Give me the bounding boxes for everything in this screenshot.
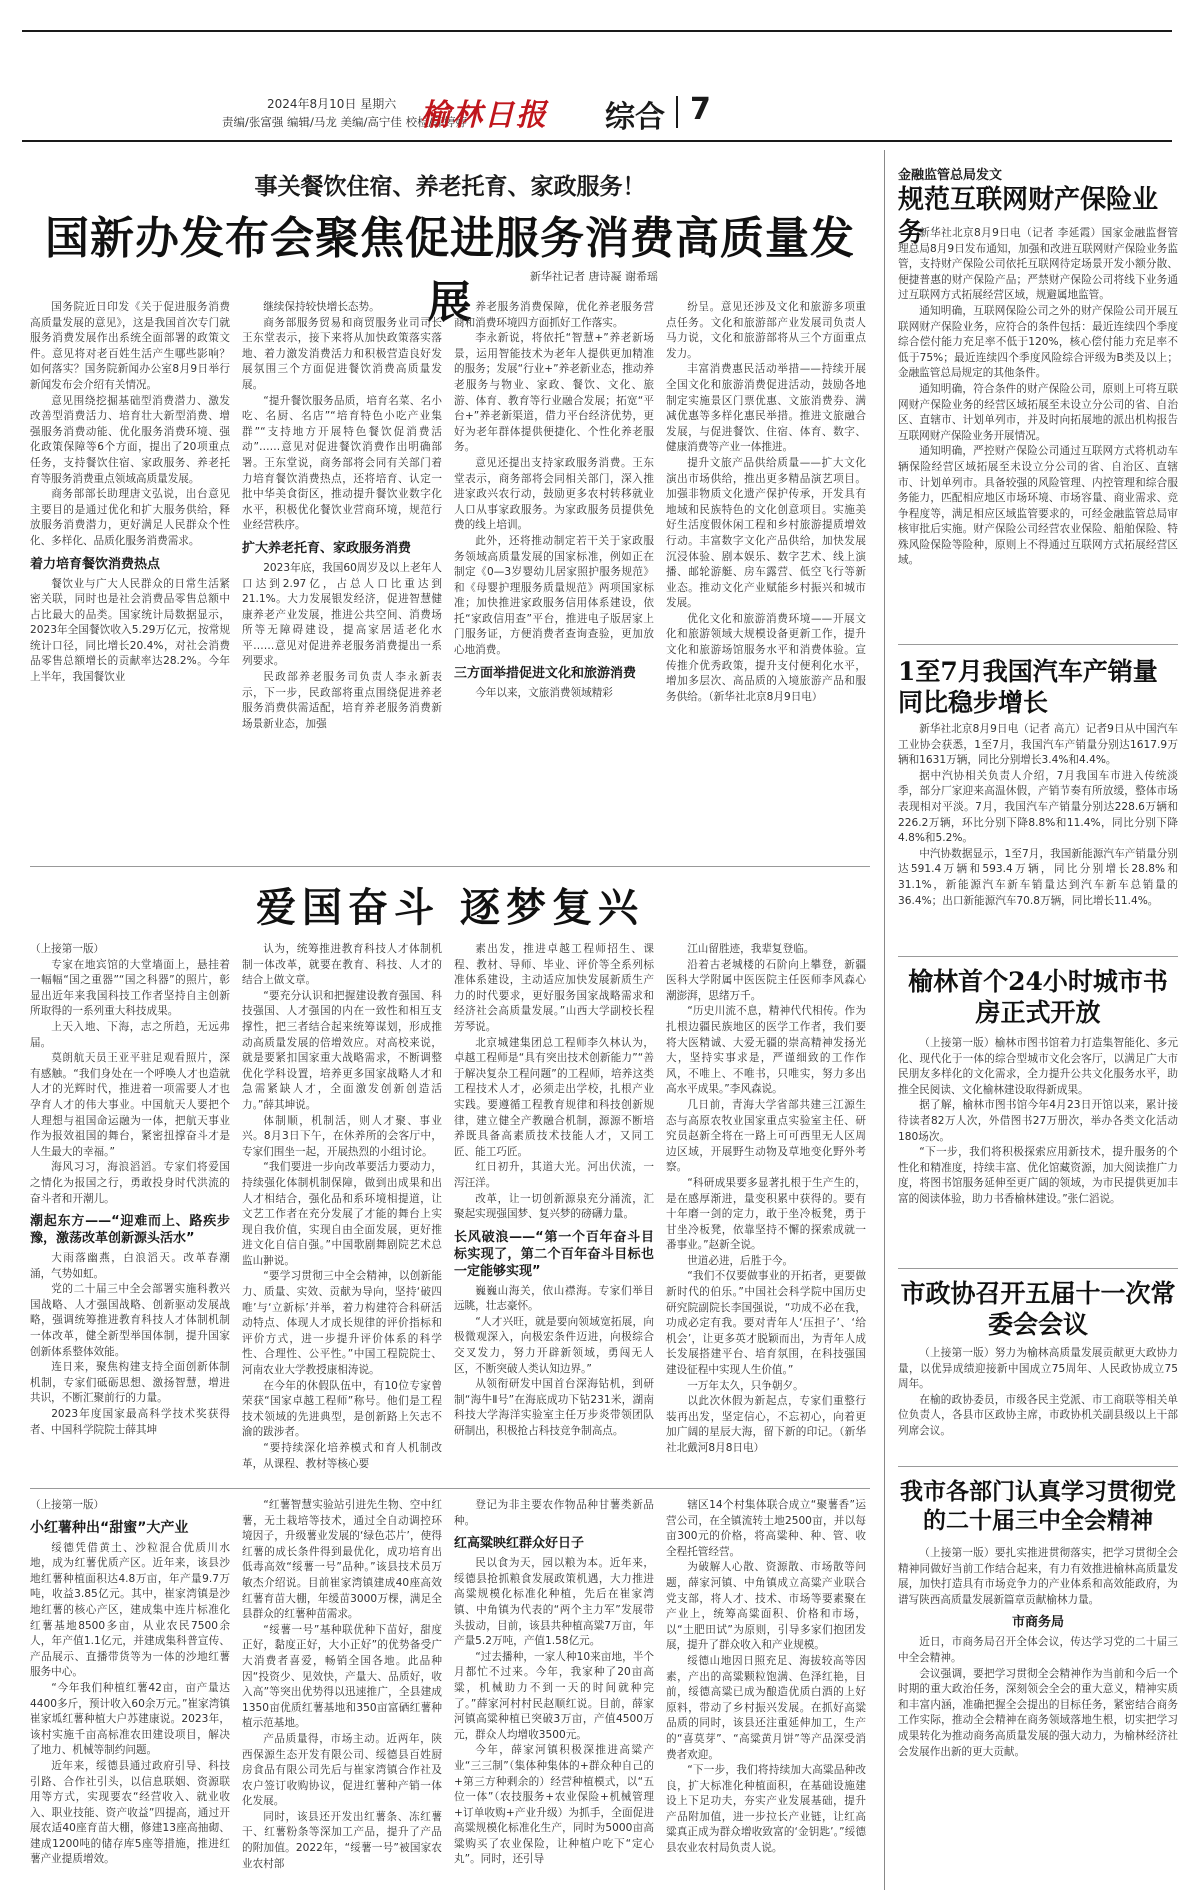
lead-headline: 国新办发布会聚焦促进服务消费高质量发展 xyxy=(45,213,855,328)
masthead-logo: 榆林日报 xyxy=(420,98,548,133)
plenum-body: （上接第一版）要扎实推进贯彻落实，把学习贯彻全会精神同做好当前工作结合起来，有力有效推进榆林高质量发展，加快打造具有市场竞争力的产业体系和高效能政府，为谱写陕西高质量发展新篇章贡献榆林力量。 市商务局 近日，市商务局召开全体会议，传达学习党的二十届三中全会精神。 会议强调，要把学习贯彻全会精神作为当前和今后一个时期的重大政治任务，深刻领会全会的重大意义，精神实质和丰富内涵，准确把握全会提出的目标任务，紧密结合商务工作实际，推动全会精神在商务领域落地生根，切实把学习成果转化为推动商务高质量发展的强大动力，为榆林经济社会发展作出新的更大贡献。 xyxy=(898,1547,1178,1758)
lead-col-2: 继续保持较快增长态势。 商务部服务贸易和商贸服务业司司长王东堂表示，接下来将从加快政策落实落地、着力激发消费活力和积极营造良好发展氛围三个方面促进餐饮消费高质量发展。 “提升餐饮服务品质，培育名菜、名小吃、名厨、名店”“培育特色小吃产业集群”“支持地方开展特色餐饮促消费活动”……意见对促进餐饮消费作出明确部署。王东堂说，商务部将会同有关部门着力培育餐饮消费热点，还将培育、认定一批中华美食街区，推动提升餐饮业数字化水平，积极优化餐饮业营商环境，规范行业经营秩序。 扩大养老托育、家政服务消费 2023年底，我国60周岁及以上老年人口达到2.97亿，占总人口比重达到21.1%。大力发展银发经济，促进智慧健康养老产业发展，推进公共空间、消费场所等无障碍建设，提高家居适老化水平……意见对促进养老服务消费提出一系列要求。 民政部养老服务司负责人李永新表示，下一步，民政部将重点围绕促进养老服务消费供需适配，培育养老服务消费新场景新业态，加强 xyxy=(242,301,442,730)
middle-subhead-1: 潮起东方——“迎难而上、路疾步豫，激荡改革创新源头活水” xyxy=(30,1214,230,1247)
bottom-col-1: （上接第一版） 小红薯种出“甜蜜”大产业 绥德凭借黄土、沙粒混合优质川水地，成为红薯优质产区。近年来，该县沙地红薯种植面积达4.8万亩，年产量9.7万吨，收益3.85亿元。其中，崔家湾镇是沙地红薯的核心产区，建成集中连片标准化红薯基地8500多亩，从业农民7500余人，年产值1.1亿元，并建成集科普宣传、产品展示、直播带货等为一体的沙地红薯服务中心。 “今年我们种植红薯42亩，亩产量达4400多斤，预计收入60余万元。”崔家湾镇崔家坬红薯种植大户苏建康说。2023年，该村实施千亩高标准农田建设项目，解决了地力、机械等制约问题。 近年来，绥德县通过政府引导、科技引路、合作社引头，以信息联姻、资源联用等方式，实现要农“经营收入、就业收入、职业技能、资产收益”四提高，通过开展农适40座育苗大棚，修建13座高抽砌、建成1200吨的储存库5座等措施，推进红薯产业提质增效。 xyxy=(30,1499,230,1866)
lead-col-1-text: 国务院近日印发《关于促进服务消费高质量发展的意见》，这是我国首次专门就服务消费发展作出系统全面部署的政策文件。意见将对老百姓生活产生哪些影响？如何落实？国务院新闻办公室8月9日举行新闻发布会介绍有关情况。 意见围绕挖掘基础型消费潜力、激发改善型消费活力、培育壮大新型消费、增强服务消费动能、优化服务消费环境、强化政策保障等6个方面，提出了20项重点任务，支持餐饮住宿、家政服务、养老托育等服务消费重点领域高质量发展。 商务部部长助理唐文弘说，出台意见主要目的是通过优化和扩大服务供给，释放服务消费潜力，更好满足人民群众个性化、多样化、品质化服务消费需求。 xyxy=(30,301,230,547)
bottom-headline: 小红薯种出“甜蜜”大产业 xyxy=(30,1519,189,1536)
auto-body: 新华社北京8月9日电（记者 高亢）记者9日从中国汽车工业协会获悉，1至7月，我国汽车产销量分别达1617.9万辆和1631万辆，同比分别增长3.4%和4.4%。 据中汽协相关负责人介绍，7月我国车市进入传统淡季，部分厂家迎来高温休假，产销节奏有所放缓，整体市场表现相对平淡。7月，我国汽车产销量分别达228.6万辆和226.2万辆，环比分别下降8.8%和11.4%，同比分别下降4.8%和5.2%。 中汽协数据显示，1至7月，我国新能源汽车产销量分别达591.4万辆和593.4万辆，同比分别增长28.8%和31.1%，新能源汽车新车销量达到汽车新车总销量的36.4%；出口新能源汽车70.8万辆，同比增长11.4%。 xyxy=(898,723,1178,907)
bottom-col-2: “红薯智慧实验站引进先生物、空中红薯，无土栽培等技术，通过全自动调控环境因子，升级薯业发展的‘绿色芯片’，使得红薯的成长条件得到最优化，成功培育出低毒高效“绥薯一号”品种。”该县技术员万敏杰介绍说。目前崔家湾镇建成40座高效红薯育苗大棚，年缓苗3000万棵，满足全县群众的红薯种苗需求。 “绥薯一号”基种联优种下苗好，甜度正好，黏度正好，大小正好”的优势备受广大消费者喜爱，畅销全国各地。此品种因“投资少、见效快，产量大、品质好，收入高”等突出优势得以迅速推广，全县建成1350亩优质红薯基地和350亩富硒红薯种植示范基地。 产品质量得，市场主动。近两年，陕西保源生态开发有限公司、绥德县百姓厨房食品有限公司先后与崔家湾镇合作社及农户签订收购协议，促进红薯种产销一体化发展。 同时，该县还开发出红薯条、冻红薯干、红薯粉条等深加工产品，提升了产品的附加值。2022年，“绥薯一号”被国家农业农村部 xyxy=(242,1499,442,1870)
bottom-col-4: 辖区14个村集体联合成立“聚薯香”运营公司，在全镇流转土地2500亩，并以每亩300元的价格，将高粱种、种、管、收全程托管经营。 为破解人心散、资源散、市场散等问题，薛家河镇、中角镇成立高粱产业联合党支部，将人才、技术、市场等要素聚在产业上，统筹高粱面积、价格和市场，以“土肥田试”为原则，引导多家们抱团发展，提升了群众收入和产业规模。 绥德山地因日照充足、海拔较高等因素，产出的高粱颗粒饱满、色泽红艳，目前，绥德高粱已成为酿造优质白酒的上好原料，带动了乡村振兴发展。在抓好高粱品质的同时，该县还注重延伸加工，生产的“喜莫芽”、“高粱黄月饼”等产品深受消费者欢迎。 “下一步，我们将持续加大高粱品种改良，扩大标准化种植面积，在基础设施建设上下足功夫，夯实产业发展基础，提升产品附加值，进一步拉长产业链，让红高粱真正成为群众增收致富的‘金钥匙’。”绥德县农业农村局负责人说。 xyxy=(666,1499,866,1855)
library-headline: 榆林首个24小时城市书房正式开放 xyxy=(908,967,1168,1028)
cppcc-rule xyxy=(898,1466,1178,1467)
sidebar-divider xyxy=(884,150,885,1890)
bottom-top-rule xyxy=(30,1488,870,1489)
top-rule xyxy=(22,30,1172,32)
insurance-kicker: 金融监管总局发文 xyxy=(898,168,1003,183)
bottom-subhead: 红高粱映红群众好日子 xyxy=(454,1536,585,1552)
bottom-col-3: 登记为非主要农作物品种甘薯类新品种。 红高粱映红群众好日子 民以食为天，园以粮为本。近年来，绥德县抢抓粮食发展政策机遇，大力推进高粱规模化标准化种植，先后在崔家湾镇、中角镇为代表的“两个主力军”发展带头拔动，目前，该县共种植高粱7万亩，年产量5.2万吨，产值1.58亿元。 “过去播种，一家人种10来亩地，半个月都忙不过来。今年，我家种了20亩高粱，机械助力不到一天的时间就种完了。”薛家河村村民赵顺红说。目前，薛家河镇高粱种植已突破3万亩，产值4500万元，群众人均增收3500元。 今年，薛家河镇积极深推进高粱产业“三三制”（集体种集体的+群众种自己的+第三方种剩余的）经营种植模式，以“五位一体”（农技服务+农业保险+机械管理+订单收购+产业升级）为抓手，全面促进高粱规模化标准化生产，同时为5000亩高粱购买了农业保险，让种植户吃下“定心丸”。同时，还引导 xyxy=(454,1499,654,1866)
staff-credits: 责编/张富强 编辑/马龙 美编/高宁佳 校检/郭婷婷 xyxy=(222,115,467,129)
lead-col-1: 国务院近日印发《关于促进服务消费高质量发展的意见》，这是我国首次专门就服务消费发展作出系统全面部署的政策文件。意见将对老百姓生活产生哪些影响？如何落实？国务院新闻办公室8月9日举行新闻发布会介绍有关情况。 意见围绕挖掘基础型消费潜力、激发改善型消费活力、培育壮大新型消费、增强服务消费动能、优化服务消费环境、强化政策保障等6个方面，提出了20项重点任务，支持餐饮住宿、家政服务、养老托育等服务消费重点领域高质量发展。 商务部部长助理唐文弘说，出台意见主要目的是通过优化和扩大服务供给，释放服务消费潜力，更好满足人民群众个性化、多样化、品质化服务消费需求。 着力培育餐饮消费热点 餐饮业与广大人民群众的日常生活紧密关联，同时也是社会消费品零售总额中占比最大的品类。国家统计局数据显示，2023年全国餐饮收入5.29万亿元，按常规统计口径，同比增长20.4%，对社会消费品零售总额增长的贡献率达28.2%。今年上半年，我国餐饮业 xyxy=(30,301,230,684)
middle-col-3: 素出发，推进卓越工程师招生、课程、教材、导师、毕业、评价等全系列标准体系建设，主动适应加快发展新质生产力的时代要求，更好服务国家战略需求和经济社会高质量发展。”山西大学副校长程芳琴说。 北京城建集团总工程师李久林认为，卓越工程师是“具有突出技术创新能力”“善于解决复杂工程问题”的工程师，培养这类工程技术人才，必须走出学校，扎根产业实践。要遵循工程教育规律和科技创新规律，建立健全产教融合机制，源源不断培养既具备高素质技术技能人才，又同工匠、能工巧匠。 红日初升，其道大光。河出伏流，一泻汪洋。 改革，让一切创新源泉充分涌流，汇聚起实现强国梦、复兴梦的磅礴力量。 长风破浪——“第一个百年奋斗目标实现了，第二个百年奋斗目标也一定能够实现” 巍巍山海关，依山襟海。专家们举目远眺，壮志豪怀。 “人才兴旺，就是要向领域宽拓展，向极微观深入，向极宏条件迈进，向极综合交叉发力，努力开辟新领域，勇闯无人区，不断突破人类认知边界。” 从领衔研发中国首台深海钻机，到研制“海牛Ⅱ号”在海底成功下钻231米，湖南科技大学海洋实验室主任万步炎带领团队研制出，积极抢占科技竞争制高点。 xyxy=(454,943,654,1438)
plenum-sub-title: 市商务局 xyxy=(1011,1615,1064,1631)
auto-headline: 1至7月我国汽车产销量同比稳步增长 xyxy=(898,657,1158,718)
library-body: （上接第一版）榆林市图书馆着力打造集智能化、多元化、现代化于一体的综合型城市文化会客厅，以满足广大市民朋友多样化的文化需求，全力提升公共文化服务水平，助推全民阅读、文化榆林建设取得新成果。 据了解，榆林市图书馆今年4月23日开馆以来，累计接待读者82万人次，外借图书27万册次，举办各类文化活动180场次。 “下一步，我们将积极探索应用新技术，提升服务的个性化和精准度，持续丰富、优化馆藏资源，加大阅读推广力度，将图书馆服务延伸至更广阔的领域，为市民提供更加丰富的阅读体验，助力书香榆林建设。”张仁滔说。 xyxy=(898,1037,1178,1205)
page-number: 7 xyxy=(690,92,711,127)
library-rule xyxy=(898,1268,1178,1269)
middle-col-2: 认为，统筹推进教育科技人才体制机制一体改革，就要在教育、科技、人才的结合上做文章。 “要充分认识和把握建设教育强国、科技强国、人才强国的内在一致性和相互支撑性，把三者结合起来统筹谋划，形成推动高质量发展的倍增效应。对高校来说，就是要紧扣国家重大战略需求，不断调整优化学科设置，培养更多国家战略人才和急需紧缺人才，全面激发创新创造活力。”薛其坤说。 体制顺，机制活，则人才聚、事业兴。8月3日下午，在休养所的会客厅中，专家们围坐一起，开展热烈的小组讨论。 “我们要进一步向改革要活力要动力，持续强化体制机制保障，做到出成果和出人才相结合，强化品和系环境相提道，让文艺工作者在充分发展了才能的舞台上实现自我价值，实现自由全面发展，更好推进文化自信自强。”中国歌剧舞剧院艺术总监山翀说。 “要学习贯彻三中全会精神，以创新能力、质量、实效、贡献为导向，坚持‘破四唯’与‘立新标’并举，着力构建符合科研活动特点、体现人才成长规律的评价指标和评价方式，进一步提升评价体系的科学性、合理性、公平性。”中国工程院院士、河南农业大学教授康相涛说。 在今年的休假队伍中，有10位专家曾荣获“国家卓越工程师”称号。他们是工程技术领域的先进典型，是创新路上矢志不渝的跋涉者。 “要持续深化培养模式和育人机制改革，从课程、教材等核心要 xyxy=(242,943,442,1470)
middle-headline: 爱国奋斗 逐梦复兴 xyxy=(256,884,644,931)
middle-subhead-2: 长风破浪——“第一个百年奋斗目标实现了，第二个百年奋斗目标也一定能够实现” xyxy=(454,1229,654,1279)
insurance-headline: 规范互联网财产保险业务 xyxy=(898,185,1159,248)
middle-col-4: 江山留胜迹，我辈复登临。 沿着古老城楼的石阶向上攀登，新疆医科大学附属中医医院主任医师李风森心潮澎湃，思绪万千。 “历史川流不息，精神代代相传。作为扎根边疆民族地区的医学工作者，我们要将大医精诚、大爱无疆的崇高精神发扬光大，坚持实事求是，严谨细致的工作作风，不唯上、不唯书，只唯实，努力多出高水平成果。”李风森说。 几日前，青海大学省部共建三江源生态与高原农牧业国家重点实验室主任、研究员赵新全将在一路上可可西里无人区周边区域，开展野生动物及草地变化野外考察。 “科研成果要多显著扎根于生产生的，是在感厚渐进，量变积累中获得的。要有十年磨一剑的定力，敢于坐冷板凳，勇于甘坐冷板凳，依靠坚持不懈的探索成就一番事业。”赵新全说。 世道必进，后胜于今。 “我们不仅要做事业的开拓者，更要做新时代的伯乐。”中国社会科学院中国历史研究院副院长李国强说，“功成不必在我，功成必定有我。要对青年人‘压担子’、‘给机会’，让更多英才脱颖而出，为青年人成长发展搭建平台、培育氛围，在科技强国建设征程中实现人生价值。” 一万年太久，只争朝夕。 以此次休假为新起点，专家们重整行装再出发，坚定信心，不忘初心，向着更加广阔的星辰大海，留下新的印记。（新华社北戴河8月8日电） xyxy=(666,943,866,1454)
insurance-body: 新华社北京8月9日电（记者 李延霞）国家金融监督管理总局8月9日发布通知，加强和改进互联网财产保险业务监管，支持财产保险公司依托互联网待定场景开发小额分散、便捷普惠的财产保险产品；严禁财产保险公司将线下业务通过互联网方式拓展经营区域，规避属地监管。 通知明确，互联网保险公司之外的财产保险公司开展互联网财产保险业务，应符合的条件包括：最近连续四个季度综合偿付能力充足率不低于120%，核心偿付能力充足率不低于75%；最近连续四个季度风险综合评级为B类及以上；金融监管总局规定的其他条件。 通知明确，符合条件的财产保险公司，原则上可将互联网财产保险业务的经营区域拓展至未设立分公司的省、自治区、直辖市、计划单列市，并及时向拓展地的派出机构报告互联网财产保险业务开展情况。 通知明确，严控财产保险公司通过互联网方式将机动车辆保险经营区域拓展至未设立分公司的省、自治区、直辖市、计划单列市。具备较强的风险管理、内控管理和综合服务能力，匹配相应地区市场环境、市场容量、商业需求、竞争程度等，满足相应区域监管要求的，可经金融监管总局审核审批后实施。财产保险公司经营农业保险、船舶保险、特殊风险保险等险种，原则上不得通过互联网方式拓展经营区域。 xyxy=(898,227,1178,567)
cppcc-headline: 市政协召开五届十一次常委会会议 xyxy=(900,1279,1176,1340)
insurance-rule xyxy=(898,644,1178,645)
lead-col-3: 养老服务消费保障，优化养老服务营商和消费环境四方面抓好工作落实。 李永新说，将依托“智慧+”养老新场景，运用智能技术为老年人提供更加精准的服务；发展“行业+”养老新业态，推动养老服务与物业、家政、餐饮、文化、旅游、体育、教育等行业融合发展；拓宽“平台+”养老新渠道，借力平台经济优势，更好为老年群体提供便捷化、个性化养老服务。 意见还提出支持家政服务消费。王东堂表示，商务部将会同相关部门，深入推进家政兴农行动，鼓励更多农村转移就业人口从事家政服务。为家政服务员提供免费的线上培训。 此外，还将推动制定若干关于家政服务领域高质量发展的国家标准，例如正在制定《0—3岁婴幼儿居家照护服务规范》和《母婴护理服务质量规范》两项国家标准；加快推进家政服务信用体系建设，依托“家政信用查”平台，推进电子版居家上门服务证，方便消费者查询查验，更加放心地消费。 三方面举措促进文化和旅游消费 今年以来，文旅消费领域精彩 xyxy=(454,301,654,699)
lead-col-4: 纷呈。意见还涉及文化和旅游多项重点任务。文化和旅游部产业发展司负责人马力说，文化和旅游部将从三个方面重点发力。 丰富消费惠民活动举措——持续开展全国文化和旅游消费促进活动，鼓励各地制定实施景区门票优惠、文旅消费券、满减优惠等多样化惠民举措。推进文旅融合发展，与促进餐饮、住宿、体育、数字、健康消费等产业一体推进。 提升文旅产品供给质量——扩大文化演出市场供给，推出更多精品演艺项目。加强非物质文化遗产保护传承，开发具有地域和民族特色的文化创意项目。实施美好生活度假休闲工程和乡村旅游提质增效行动。丰富数字文化产品供给，加快发展沉浸体验、剧本娱乐、数字艺术、线上演播、邮轮游艇、房车露营、低空飞行等新业态。推动文化产业赋能乡村振兴和城市发展。 优化文化和旅游消费环境——开展文化和旅游领域大规模设备更新工作，提升文化和旅游场馆服务水平和消费体验。宣传推介优秀政策，提升支付便利化水平，增加多层次、高品质的入境旅游产品和服务供给。（新华社北京8月9日电） xyxy=(666,301,866,703)
issue-date: 2024年8月10日 星期六 xyxy=(267,97,397,111)
lead-subhead-2: 扩大养老托育、家政服务消费 xyxy=(242,540,412,556)
header-divider xyxy=(676,96,678,128)
bottom-continued: （上接第一版） xyxy=(30,1499,105,1511)
header-rule xyxy=(22,140,1172,142)
section-name: 综合 xyxy=(605,100,665,135)
auto-rule xyxy=(898,956,1178,957)
lead-subhead-3: 三方面举措促进文化和旅游消费 xyxy=(454,665,637,681)
lead-byline: 新华社记者 唐诗凝 谢希瑶 xyxy=(530,270,658,283)
middle-continued: （上接第一版） xyxy=(30,943,105,955)
middle-col-1: （上接第一版） 专家在地宾馆的大堂墙面上，悬挂着一幅幅“国之重器”“国之科器”的照片，彰显出近年来我国科技工作者坚持自主创新所取得的一系列重大科技成果。 上天入地、下海，志之所趋，无远弗届。 莫朗航天员王亚平驻足观看照片，深有感触。“我们身处在一个呼唤人才也造就人才的光辉时代，推进着一项需要人才也孕育人才的伟大事业。中国航天人要把个人理想与祖国命运融为一体，把航天事业作为报效祖国的舞台，紧密扭撑奋斗才是人生最大的幸福。” 海风习习，海浪滔滔。专家们将爱国之情化为报国之行，勇敢投身时代洪流的奋斗者和开潮儿。 潮起东方——“迎难而上、路疾步豫，激荡改革创新源头活水” 大雨落幽燕，白浪滔天。改革春潮涌，气势如虹。 党的二十届三中全会部署实施科教兴国战略、人才强国战略、创新驱动发展战略，强调统筹推进教育科技人才体制机制一体改革，健全新型举国体制，提升国家创新体系整体效能。 连日来，聚焦构建支持全面创新体制机制，专家们砥砺思想、激扬智慧，增进共识，不断汇聚前行的力量。 2023年度国家最高科学技术奖获得者、中国科学院院士薛其坤 xyxy=(30,943,230,1436)
cppcc-body: （上接第一版）努力为榆林高质量发展贡献更大政协力量，以优异成绩迎接新中国成立75周年、人民政协成立75周年。 在榆的政协委员，市级各民主党派、市工商联等相关单位负责人，各县市区政协主席，市政协机关副县级以上干部列席会议。 xyxy=(898,1347,1178,1437)
lead-subhead-1: 着力培育餐饮消费热点 xyxy=(30,556,161,572)
lead-kicker: 事关餐饮住宿、养老托育、家政服务！ xyxy=(254,173,646,200)
plenum-headline: 我市各部门认真学习贯彻党的二十届三中全会精神 xyxy=(900,1478,1176,1534)
middle-top-rule xyxy=(30,866,870,867)
